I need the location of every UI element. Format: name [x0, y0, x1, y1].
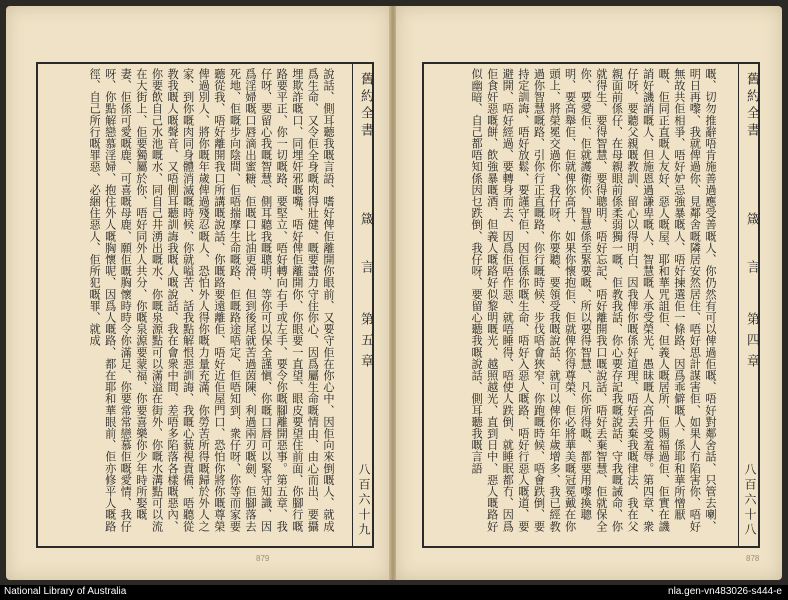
left-page-stamp: 879 [256, 554, 270, 563]
left-chapter-label: 第五章 [358, 312, 373, 375]
right-book-name: 箴 言 [744, 212, 759, 283]
left-book-title: 舊約全書 [358, 72, 373, 140]
right-page-stamp: 878 [746, 554, 760, 563]
left-page-running-head [352, 62, 374, 548]
right-page-running-head [738, 62, 760, 548]
viewer-footer [0, 585, 788, 600]
right-book-title: 舊約全書 [744, 72, 759, 140]
right-page-number: 八百六十八 [743, 463, 757, 538]
right-chapter-label: 第四章 [744, 312, 759, 375]
right-page [396, 6, 782, 580]
left-page-body-text: 說話、側耳聽我嘅言語、嗜好俾佢離開你眼前、又要守佢在你心中、因佢向來倒嘅人、就成爲生命、又令佢全身嘅肉得壯健、嘅要盡力守住你心、因爲屬生命嘅情由、由心而出、要攝埋欺詐嘅口、同埋奸邪嘅嘴、唔好俾佢離開你、你眼要一直望、眼皮要望住前面、你腳行嘅路要平正、你一切嘅路、要堅立、唔好轉向右手或左手、要令你嘅腳離開惡事。第五章、我仔呀、要留心我嘅智慧、側耳聽我嘅聰明、等你可以保全謹愼、你嘅口唇可以緊守知識、因爲淫婦嘅口唇滴出蜜糖、佢嘅口比油更滑、但到後尾就苦過茵陳、利過兩刃嘅劍、佢腳落去死地、佢嘅步向陰間、佢唔揣摩生命嘅路、佢嘅路途唔定、佢唔知到、衆仔呀、你等而家要聽從我、唔好離開我口所講嘅說話、你嘅路要遠離佢、唔好近佢屋門口、恐怕你將你嘅尊榮俾過別人、將你嘅年歲俾過殘忍嘅人、恐怕外人得你嘅力量充滿、你勞苦所得嘅歸於外人之家、到你嘅肉同身體消滅嘅時候、你就嗌苦、話我點解恨惡訓誨、我嘅心藐視責備、唔聽從教我嘅人嘅聲音、又唔側耳聽訓誨我嘅人嘅說話、我在會衆中間、差唔多陷落各樣嘅惡內、你要飲自己水池嘅水、同自己井湧出嘅水、你嘅泉源點可以滿溢在街外、你嘅水溝點可以流在大街上、佢要獨屬於你、唔好同外人共分、你嘅泉源要蒙福、你要喜樂你少年時所娶嘅妻、佢係可愛嘅鹿、可喜嘅母鹿、願佢嘅胸懷時時令你滿足、你要常常戀慕佢嘅愛情、我仔呀、你點解戀慕淫婦、抱住外人嘅胸懷呢、因爲人嘅路、都在耶和華眼前、佢亦修平人嘅路徑、自己所行嘅罪惡、必綑住惡人、佢所犯嘅罪、就成 [88, 68, 335, 532]
left-page-number: 八百六十九 [357, 463, 371, 538]
left-book-name: 箴 言 [358, 212, 373, 283]
right-page-body-text: 嘅、切勿推辭唔肯施善過應受善嘅人、你仍然有可以俾過佢嘅、唔好對鄰舍話、只管去喇、明日再嚟、我就俾過你、見鄰舍嘅隣居安然居住、唔好思計謀害佢、如果人冇陷害你、唔好無故共佢相爭、唔好妒忌強暴嘅人、唔好揀選佢一條路、因爲乖僻嘅人、係耶和華所憎厭嘅、佢同正直嘅人友好、惡人嘅屋、耶和華咒詛佢、但義人嘅居所、佢賜福過佢、佢實在譏誚好譏誚嘅人、但施恩過謙卑嘅人、智慧嘅人承受榮光、愚昧嘅人高升受羞辱。第四章、衆仔呀、要聽父親嘅教訓、留心以得明白、因我俾你嘅係好道理、唔好丢棄我嘅律法、我在父親面前係仔、在母親眼前係柔弱獨一嘅、佢教我話、你心要存記我嘅說話、守我嘅誡命、你就得生、要得智慧、要得聰明、唔好忘記、唔好離開我口嘅說話、唔好丢棄智慧、佢就保全你、要愛佢、佢就護衛你、智慧係至緊要嘅、所以要得智慧、凡你所得嘅、都要用嚟換聰明、要高舉佢、佢就俾你高升、如果你懷抱佢、佢就俾你得尊榮、佢必將華美嘅冠冕戴在你頭上、將榮冕交過你、我仔呀、你要聽、要領受我嘅說話、就可以俾你年歲增多、我已經教過你智慧嘅路、引你行正直嘅路、你行嘅時候、步伐唔會狹窄、你跑嘅時候、唔會跌倒、要持定訓誨、唔好放鬆、要謹守佢、因佢係你嘅生命、唔好入惡人嘅路、唔好行惡人嘅道、要避開、唔好經過、要轉身而去、因爲佢唔作惡、就唔睡得、唔使人跌倒、就睡眠都冇、因爲佢食奸惡嘅餅、飲強暴嘅酒、但義人嘅路好似黎明嘅光、越照越光、直到日中、惡人嘅路好似幽暗、自己都唔知係因乜跌倒、我仔呀、要留心聽我嘅說話、側耳聽我嘅言語 [470, 68, 717, 532]
item-reference: nla.gen-vn483026-s444-e [668, 586, 782, 597]
library-credit: National Library of Australia [4, 586, 127, 597]
left-page [6, 6, 390, 580]
